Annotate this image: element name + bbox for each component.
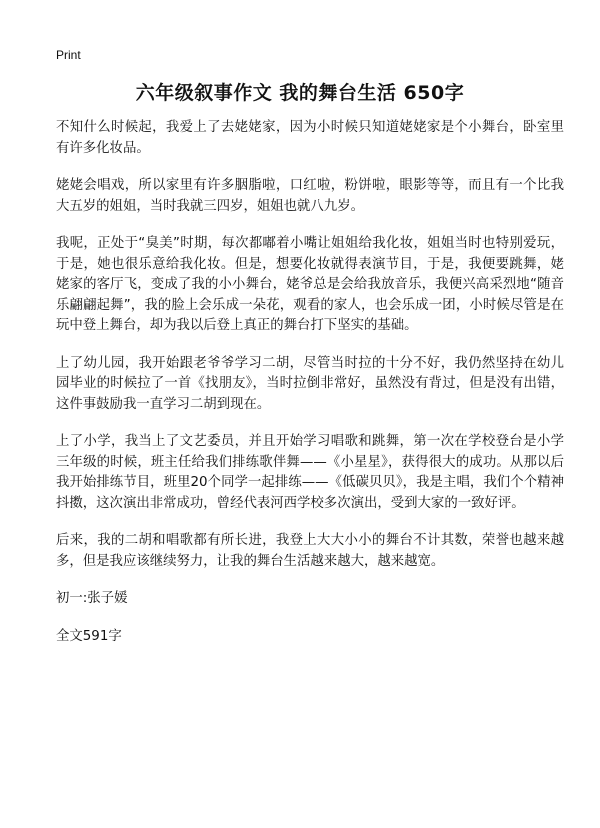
paragraph: 我呢，正处于“臭美”时期，每次都嘟着小嘴让姐姐给我化妆，姐姐当时也特别爱玩，于是，她也很乐意给我化妆。但是，想要化妆就得表演节目，于是，我便要跳舞，姥姥家的客厅飞，变成了我的小小舞台，姥爷总是会给我放音乐，我便兴高采烈地“随音乐翩翩起舞”，我的脸上会乐成一朵花，观看的家人，也会乐成一团，小时候尽管是在玩中登上舞台，却为我以后登上真正的舞台打下坚实的基础。 <box>56 236 564 333</box>
paragraph: 不知什么时候起，我爱上了去姥姥家，因为小时候只知道姥姥家是个小舞台，卧室里有许多化妆品。 <box>56 120 564 156</box>
word-count: 全文591字 <box>56 629 122 644</box>
author-line: 初一:张子媛 <box>56 591 128 606</box>
article-title: 六年级叙事作文 我的舞台生活 650字 <box>135 82 465 104</box>
print-link[interactable]: Print <box>56 48 81 62</box>
paragraph: 姥姥会唱戏，所以家里有许多胭脂啦，口红啦，粉饼啦，眼影等等，而且有一个比我大五岁的姐姐，当时我就三四岁，姐姐也就八九岁。 <box>56 178 564 214</box>
paragraph: 上了小学，我当上了文艺委员，并且开始学习唱歌和跳舞，第一次在学校登台是小学三年级的时候，班主任给我们排练歌伴舞——《小星星》，获得很大的成功。从那以后我开始排练节目，班里20个同学一起排练——《低碳贝贝》，我是主唱，我们个个精神抖擞，这次演出非常成功，曾经代表河西学校多次演出，受到大家的一致好评。 <box>56 434 564 511</box>
article-body <box>56 118 564 647</box>
paragraph: 后来，我的二胡和唱歌都有所长进，我登上大大小小的舞台不计其数，荣誉也越来越多，但是我应该继续努力，让我的舞台生活越来越大，越来越宽。 <box>56 533 564 569</box>
paragraph: 上了幼儿园，我开始跟老爷爷学习二胡，尽管当时拉的十分不好，我仍然坚持在幼儿园毕业的时候拉了一首《找朋友》，当时拉倒非常好，虽然没有背过，但是没有出错，这件事鼓励我一直学习二胡到现在。 <box>56 355 564 412</box>
